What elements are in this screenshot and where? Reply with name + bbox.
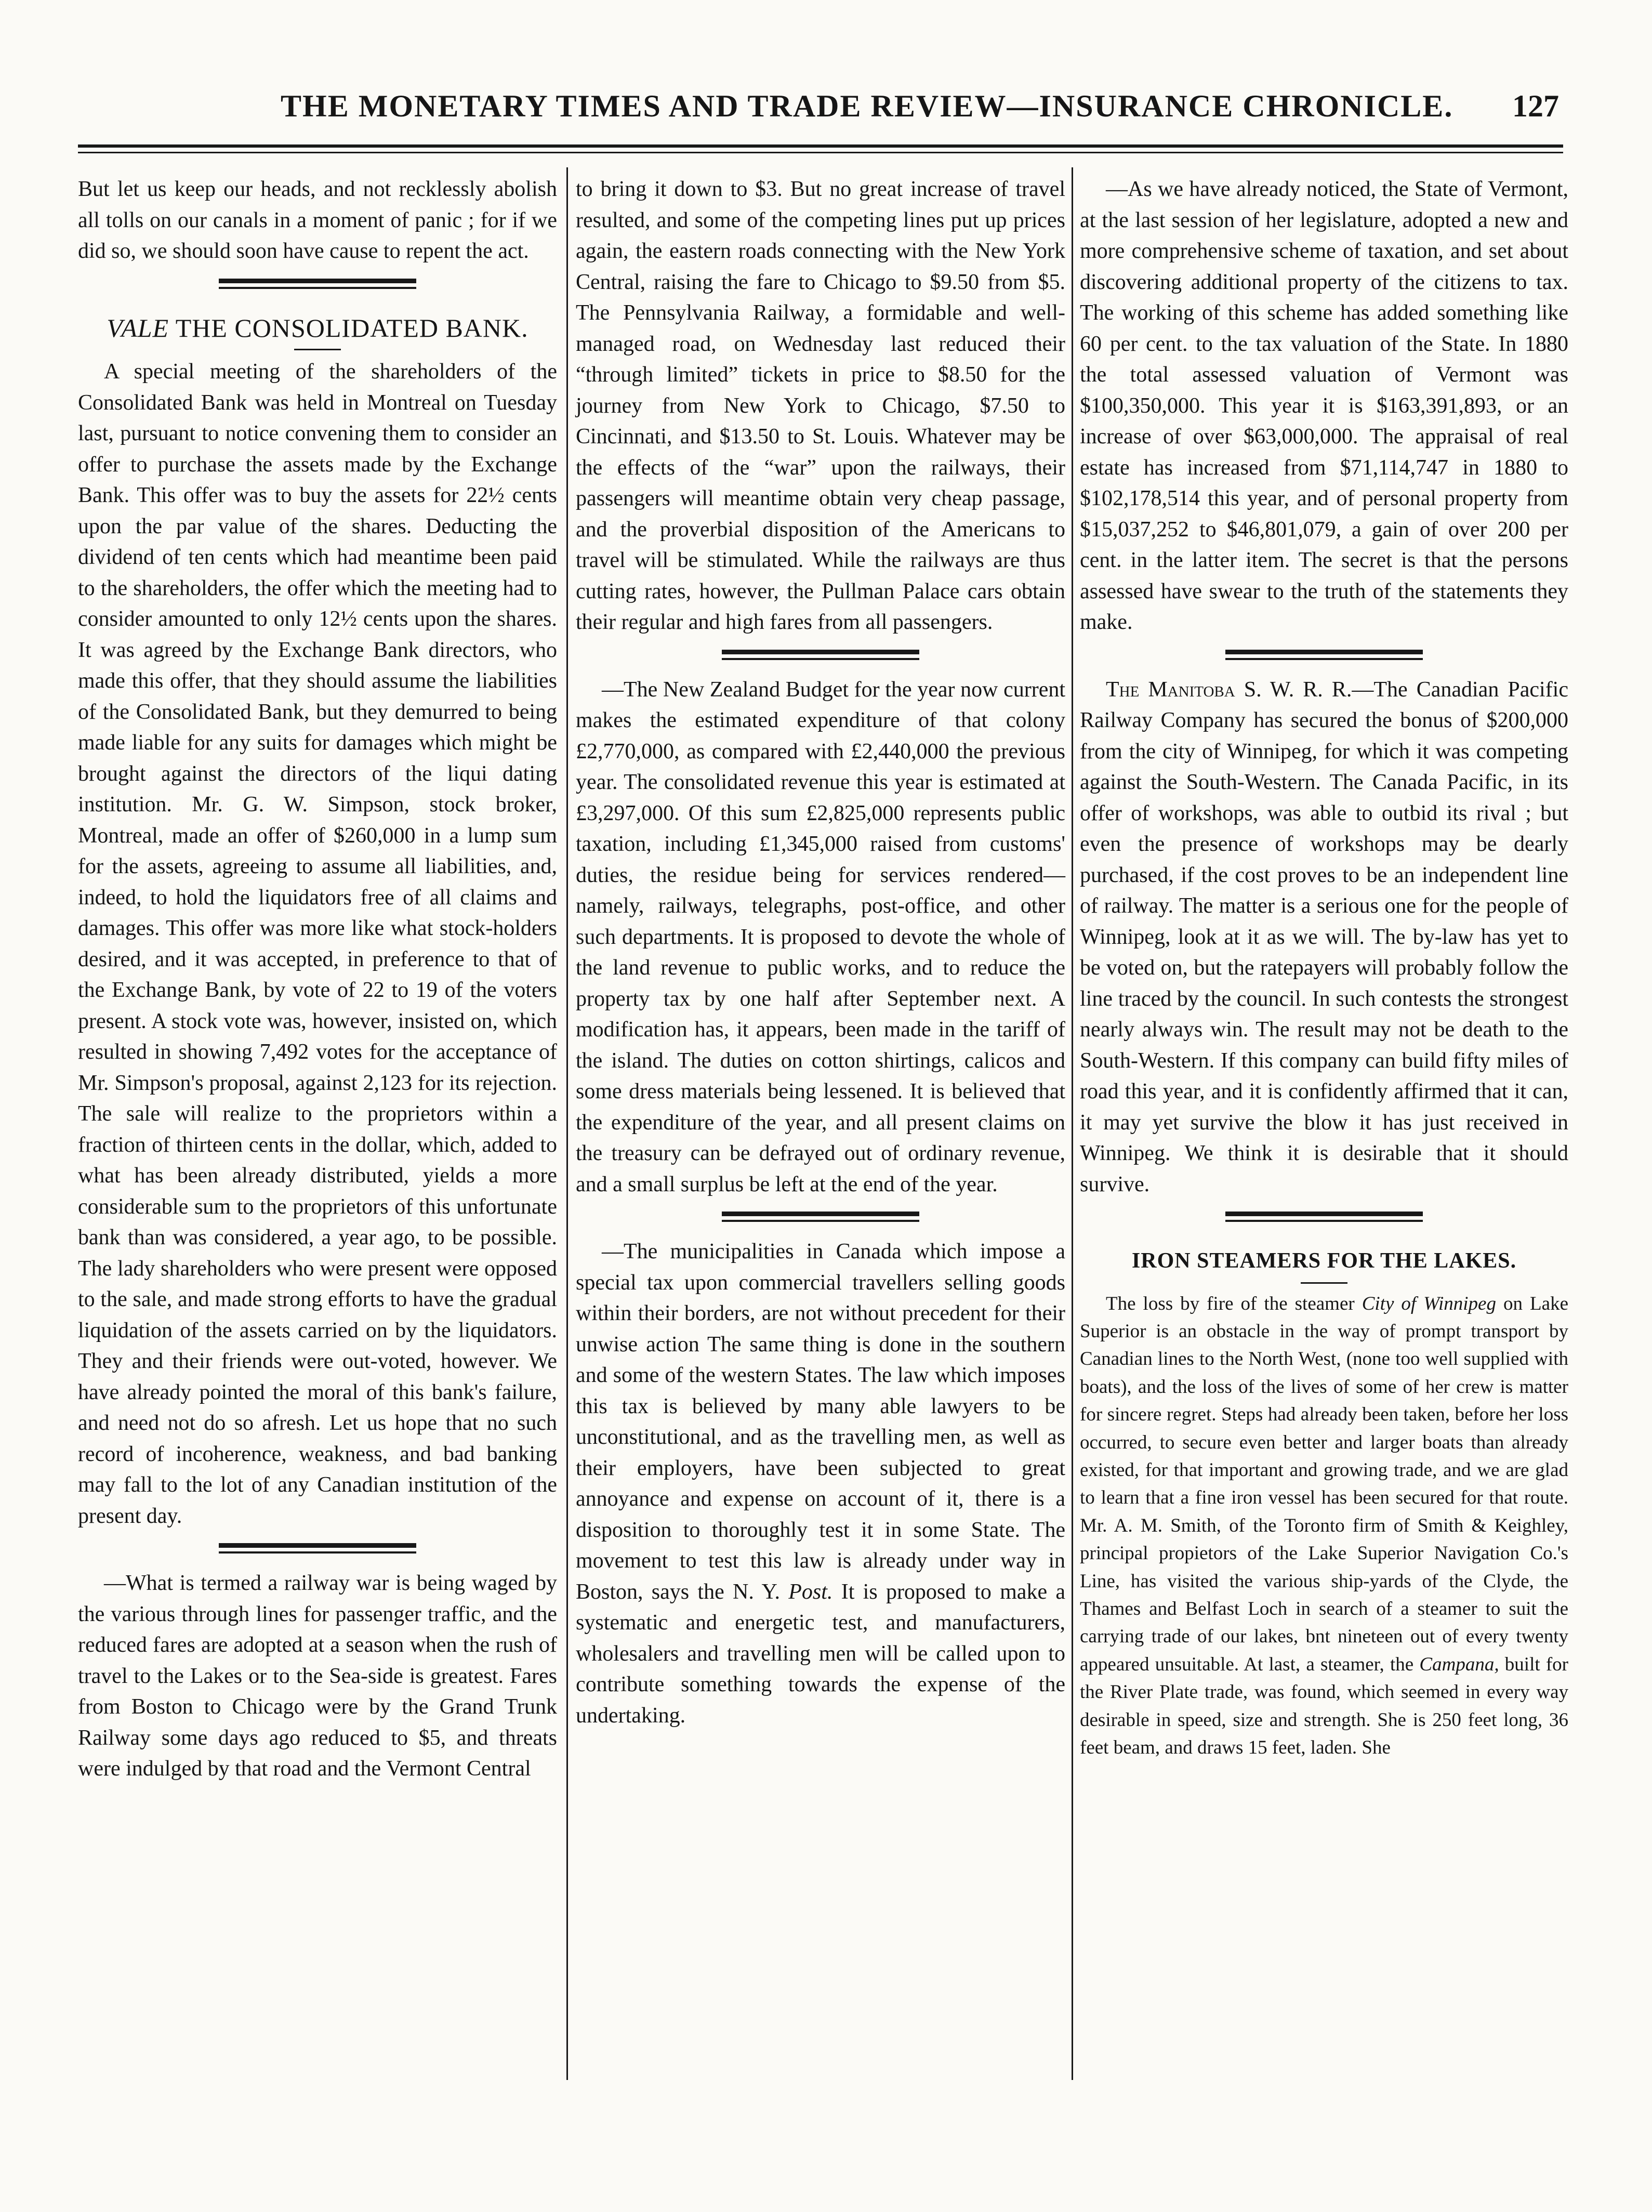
page-header (78, 67, 1559, 144)
paragraph-consolidated-bank: A special meeting of the shareholders of the Consolidated Bank was held in Montreal on Tuesday last, pursuant to notice convening them to consider an offer to purchase the assets made by the Exchange Bank. This offer was to buy the assets for 22½ cents upon the par value of the shares. Deducting the dividend of ten cents which had meantime been paid to the shareholders, the offer which the meeting had to consider amounted to only 12½ cents upon the shares. It was agreed by the Exchange Bank directors, who made this offer, that they should assume the liabilities of the Consolidated Bank, but they demurred to being made liable for any suits for damages which might be brought against the directors of the liqui dating institution. Mr. G. W. Simpson, stock broker, Montreal, made an offer of $260,000 in a lump sum for the assets, agreeing to assume all liabilities, and, indeed, to hold the liquidators free of all claims and damages. This offer was more like what stock-holders desired, and it was accepted, in preference to that of the Exchange Bank, by vote of 22 to 19 of the voters present. A stock vote was, however, insisted on, which resulted in showing 7,492 votes for the acceptance of Mr. Simpson's proposal, against 2,123 for its rejection. The sale will realize to the proprietors within a fraction of thirteen cents in the dollar, which, added to what has been already distributed, yields a more considerable sum to the proprietors of this unfortunate bank than was considered, a year ago, to be possible. The lady shareholders who were present were opposed to the sale, and made strong efforts to have the gradual liquidation of the assets carried on by the liquidators. They and their friends were out-voted, however. We have already pointed the moral of this bank's failure, and need not do so afresh. Let us hope that no such record of incoherence, weakness, and bad banking may fall to the lot of any Canadian institution of the present day. (78, 360, 557, 1528)
text-run: built for the River Plate trade, was found, which seemed in every way desirable in speed, size and strength. She is 250 feet long, 36 feet beam, and draws 15 feet, laden. She (1080, 1653, 1569, 1758)
heading-text: THE CONSOLIDATED BANK. (169, 313, 528, 343)
italic-run: Campana, (1419, 1653, 1499, 1675)
section-separator (576, 638, 1065, 675)
paragraph-vermont-taxation: —As we have already noticed, the State of Vermont, at the last session of her legislature, adopted a new and more comprehensive scheme of taxation, and set about discovering additional property of the citizens to tax. The working of this scheme has added something like 60 per cent. to the tax valuation of the State. In 1880 the total assessed valuation of Vermont was $100,350,000. This year it is $163,391,893, or an increase of over $63,000,000. The appraisal of real estate has increased from $71,114,747 in 1880 to $102,178,514 this year, and of personal property from $15,037,252 to $46,801,079, a gain of over 200 per cent. in the latter item. The secret is that the persons assessed have swear to the truth of the statements they make. (1080, 177, 1568, 634)
paragraph-manitoba-railway (1080, 675, 1568, 1201)
heading-short-rule (1301, 1282, 1347, 1284)
header-rule-thick (78, 144, 1563, 148)
text-run: —The municipalities in Canada which impose a special tax upon commercial travellers selling goods within their borders, are not without precedent for their unwise action The same thing is done in the southern and some of the western States. The law which imposes this tax is believed by many able lawyers to be unconstitutional, and as the travelling men, as well as their employers, have been subjected to great annoyance and expense on account of it, there is a disposition to thoroughly test it in some State. The movement to test this law is already under way in Boston, says the N. Y. (576, 1240, 1065, 1604)
heading-italic-word: VALE (107, 313, 169, 343)
paragraph-canal-tolls: But let us keep our heads, and not recklessly abolish all tolls on our canals in a moment of panic ; for if we did so, we should soon have cause to repent the act. (78, 177, 557, 263)
column-left (78, 174, 557, 1785)
running-title: THE MONETARY TIMES AND TRADE REVIEW—INSURANCE CHRONICLE. (281, 89, 1453, 123)
column-divider-2 (1072, 167, 1073, 2080)
italic-run: Post. (788, 1579, 833, 1604)
column-middle (576, 174, 1065, 1731)
column-right (1080, 174, 1568, 1761)
paragraph-new-zealand-budget: —The New Zealand Budget for the year now current makes the estimated expenditure of that colony £2,770,000, as compared with £2,440,000 the previous year. The consolidated revenue this year is estimated at £3,297,000. Of this sum £2,825,000 represents public taxation, including £1,345,000 raised from customs' duties, the residue being for services rendered—namely, railways, telegraphs, post-office, and other such departments. It is proposed to devote the whole of the land revenue to public works, and to reduce the property tax by one half after September next. A modification has, it appears, been made in the tariff of the island. The duties on cotton shirtings, calicos and some dress materials being lessened. It is believed that the expenditure of the year, and all present claims on the treasury can be defrayed out of ordinary revenue, and a small surplus be left at the end of the year. (576, 677, 1065, 1196)
italic-run: City of Winnipeg (1362, 1293, 1496, 1314)
paragraph-commercial-travellers (576, 1236, 1065, 1731)
paragraph-iron-steamers (1080, 1290, 1568, 1762)
section-separator (1080, 1200, 1568, 1236)
heading-consolidated-bank (78, 313, 557, 344)
heading-short-rule (294, 349, 341, 350)
section-separator (78, 1532, 557, 1568)
section-separator (576, 1200, 1065, 1236)
paragraph-railway-war-continued: to bring it down to $3. But no great increase of travel resulted, and some of the competing lines put up prices again, the eastern roads connecting with the New York Central, raising the fare to Chicago to $9.50 from $5. The Pennsylvania Railway, a formidable and well-managed road, on Wednesday last reduced their “through limited” tickets in price to $8.50 for the journey from New York to Chicago, $7.50 to Cincinnati, and $13.50 to St. Louis. Whatever may be the effects of the “war” upon the railways, their passengers will meantime obtain very cheap passage, and the proverbial disposition of the Americans to travel will be stimulated. While the railways are thus cutting rates, however, the Pullman Palace cars obtain their regular and high fares from all passengers. (576, 177, 1065, 634)
heading-iron-steamers: IRON STEAMERS FOR THE LAKES. (1131, 1249, 1517, 1273)
text-run: on Lake Superior is an obstacle in the way of prompt transport by Canadian lines to the North West, (none too well supplied with boats), and the loss of the lives of some of her crew is matter for sincere regret. Steps had already been taken, before her loss occurred, to secure even better and larger boats than already existed, for that important and growing trade, and we are glad to learn that a fine iron vessel has been secured for that route. Mr. A. M. Smith, of the Toronto firm of Smith & Keighley, principal propietors of the Lake Superior Navigation Co.'s Line, has visited the various ship-yards of the Clyde, the Thames and Belfast Loch in search of a steamer to suit the carrying trade of our lakes, bnt nineteen out of every twenty appeared unsuitable. At last, a steamer, the (1080, 1293, 1568, 1675)
text-run: The loss by fire of the steamer (1106, 1293, 1362, 1314)
page-number: 127 (1512, 89, 1559, 123)
section-separator (1080, 638, 1568, 675)
paragraph-railway-war: —What is termed a railway war is being waged by the various through lines for passenger traffic, and the reduced fares are adopted at a season when the rush of travel to the Lakes or to the Sea-side is greatest. Fares from Boston to Chicago were by the Grand Trunk Railway some days ago reduced to $5, and threats were indulged by that road and the Vermont Central (78, 1571, 557, 1781)
header-rule-thin (78, 152, 1563, 153)
lead-in: The Manitoba S. W. R. R. (1106, 677, 1352, 702)
column-divider-1 (566, 167, 568, 2080)
text-run: It is proposed to make a systematic and energetic test, and manufacturers, wholesalers and travelling men will be called upon to contribute something towards the expense of the undertaking. (576, 1579, 1066, 1728)
section-separator (78, 267, 557, 304)
text-run: —The Canadian Pacific Railway Company has secured the bonus of $200,000 from the city of Winnipeg, for which it was competing against the South-Western. The Canada Pacific, in its offer of workshops, was able to outbid its rival ; but even the presence of workshops may be dearly purchased, if the cost proves to be an independent line of railway. The matter is a serious one for the people of Winnipeg, look at it as we will. The by-law has yet to be voted on, but the ratepayers will probably follow the line traced by the council. In such contests the strongest nearly always win. The result may not be death to the South-Western. If this company can build fifty miles of road this year, and it is confidently affirmed that it can, it may yet survive the blow it has just received in Winnipeg. We think it is desirable that it should survive. (1080, 677, 1568, 1196)
